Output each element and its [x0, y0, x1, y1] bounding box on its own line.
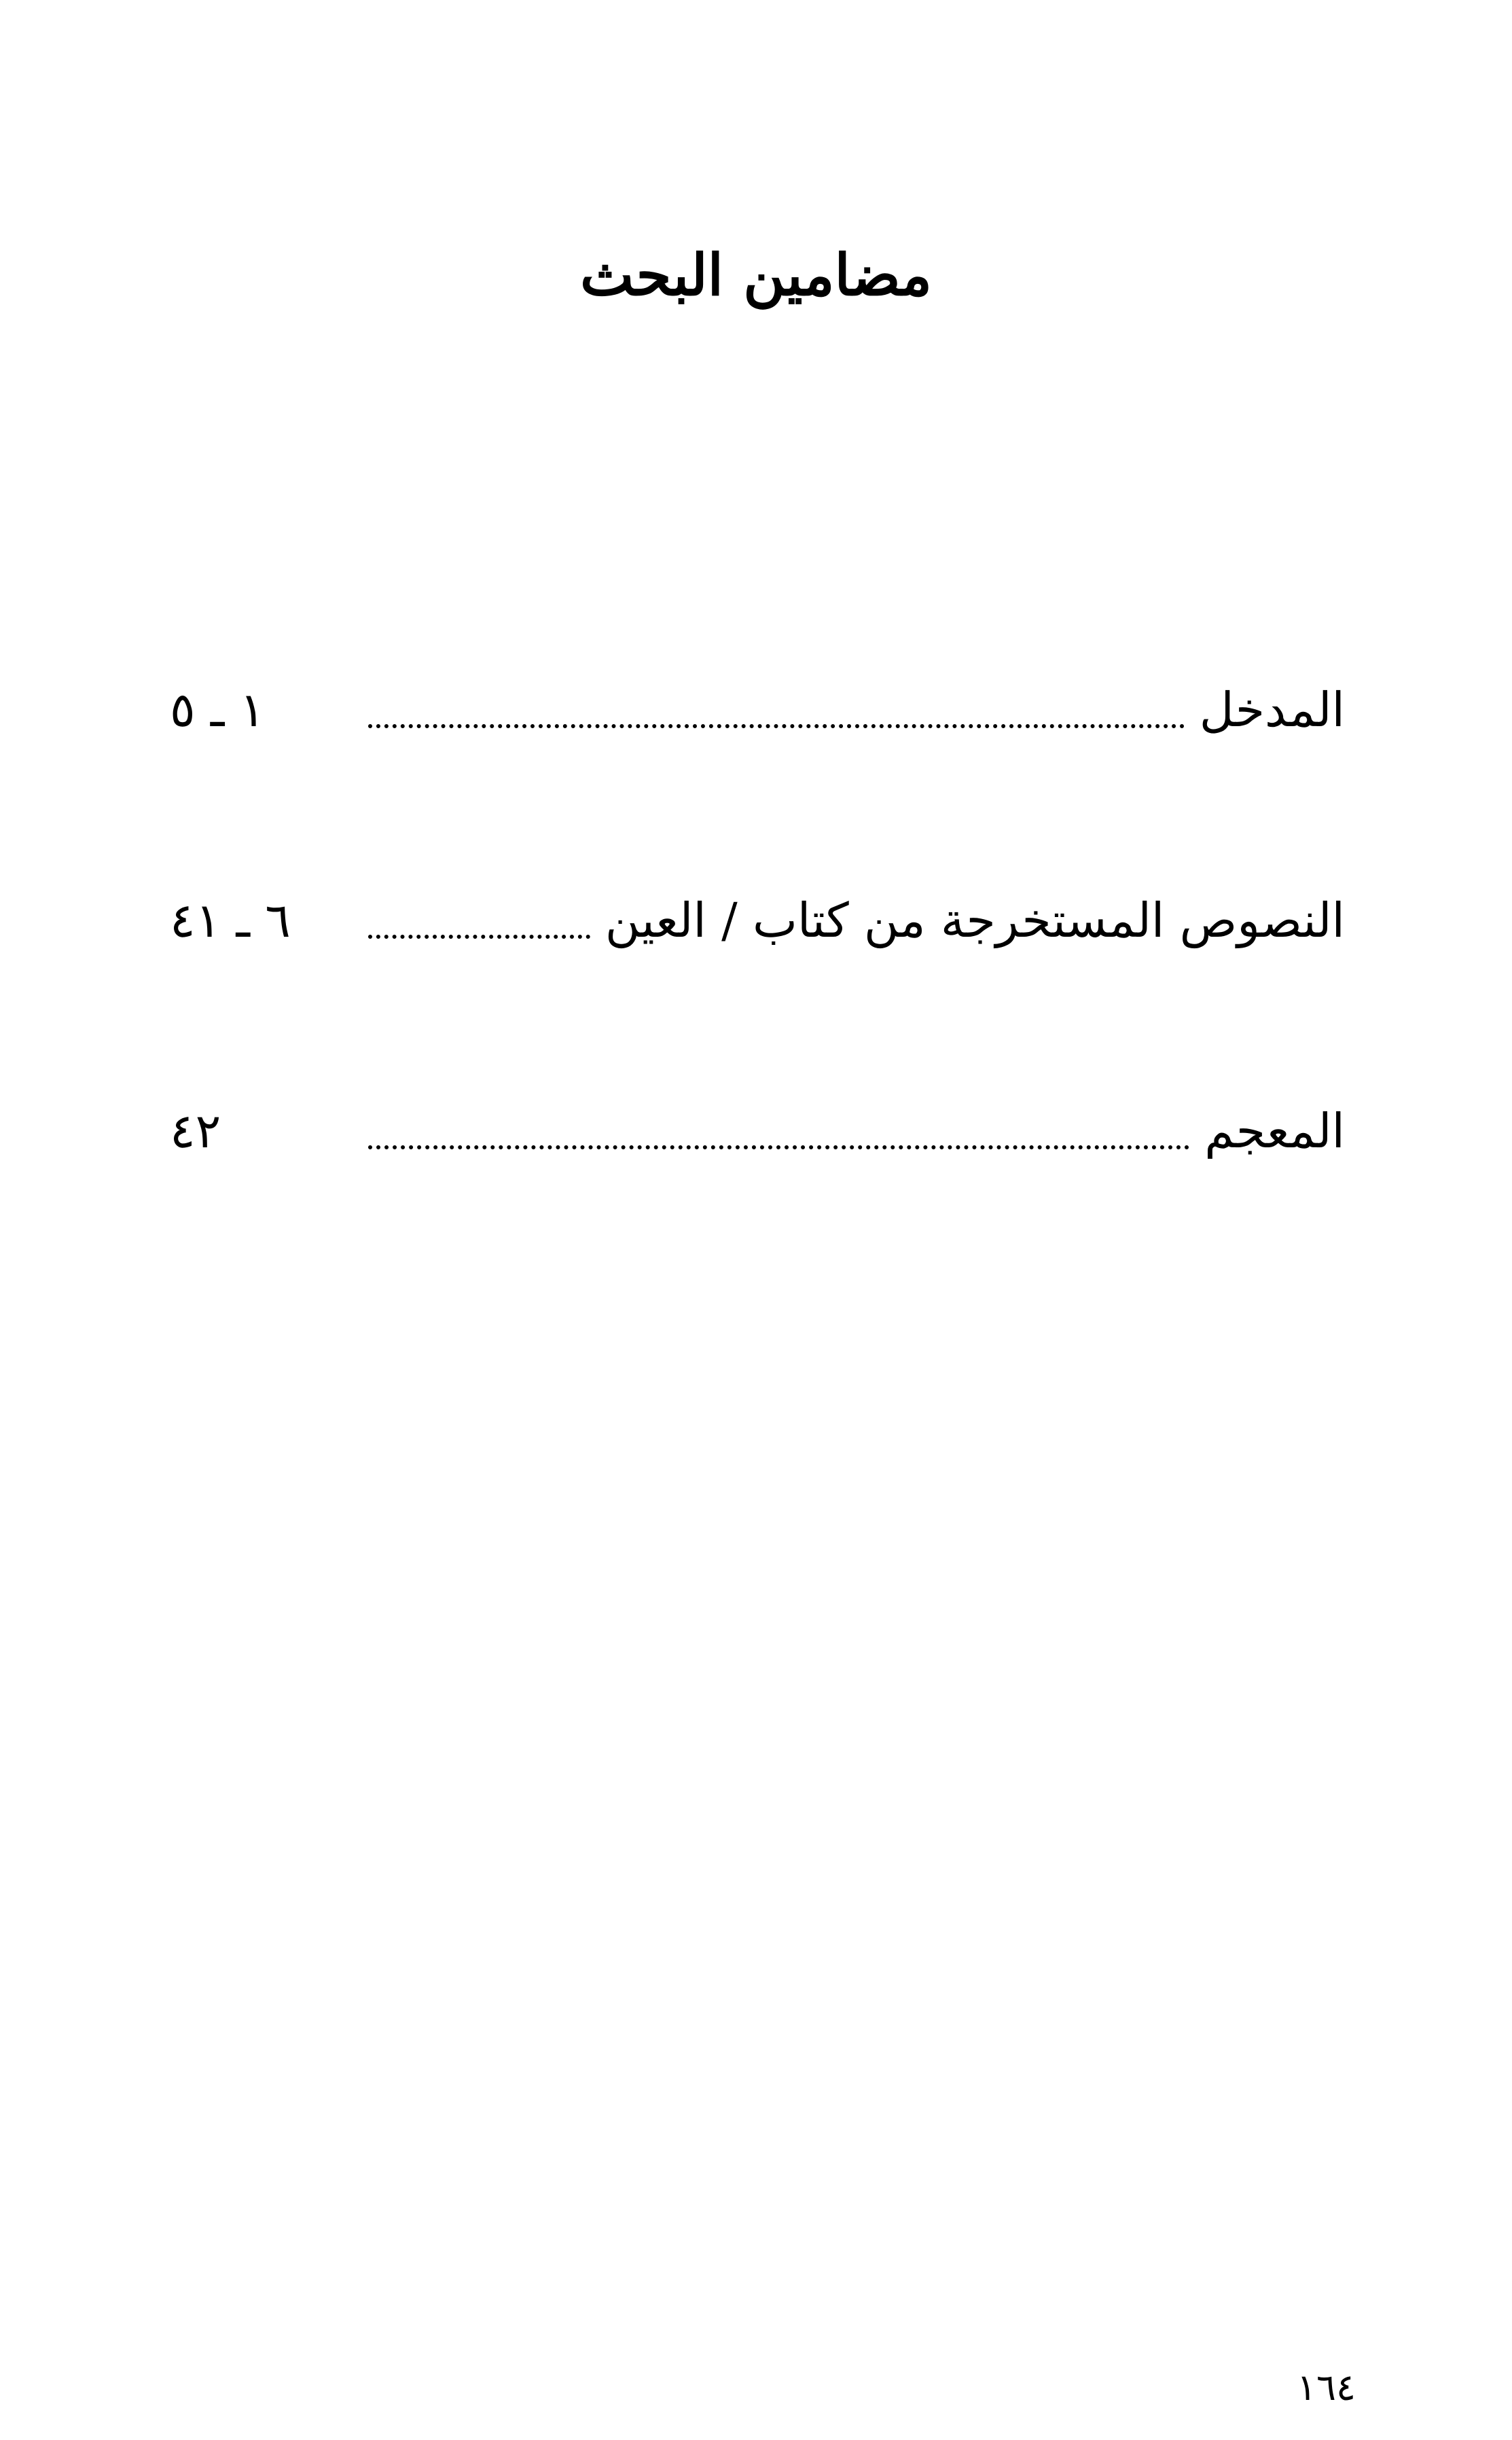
dot-leader [368, 724, 1185, 728]
toc-entry-pages: ٦ ـ ٤١ [170, 893, 291, 948]
toc-entry-texts [170, 873, 1345, 968]
dot-leader [368, 935, 590, 939]
toc-entry-label: المدخل [1199, 682, 1345, 738]
toc-entry-label: النصوص المستخرجة من كتاب / العين [605, 893, 1345, 948]
toc-entry-lexicon [170, 1083, 1345, 1179]
page-number: ١٦٤ [1296, 2366, 1356, 2409]
table-of-contents [170, 662, 1345, 1294]
toc-entry-label: المعجم [1204, 1103, 1345, 1159]
toc-entry-pages: ٤٢ [170, 1103, 221, 1159]
dot-leader [368, 1145, 1189, 1149]
page-title: مضامين البحث [580, 241, 932, 308]
toc-entry-pages: ١ ـ ٥ [170, 682, 266, 738]
toc-entry-introduction [170, 662, 1345, 757]
